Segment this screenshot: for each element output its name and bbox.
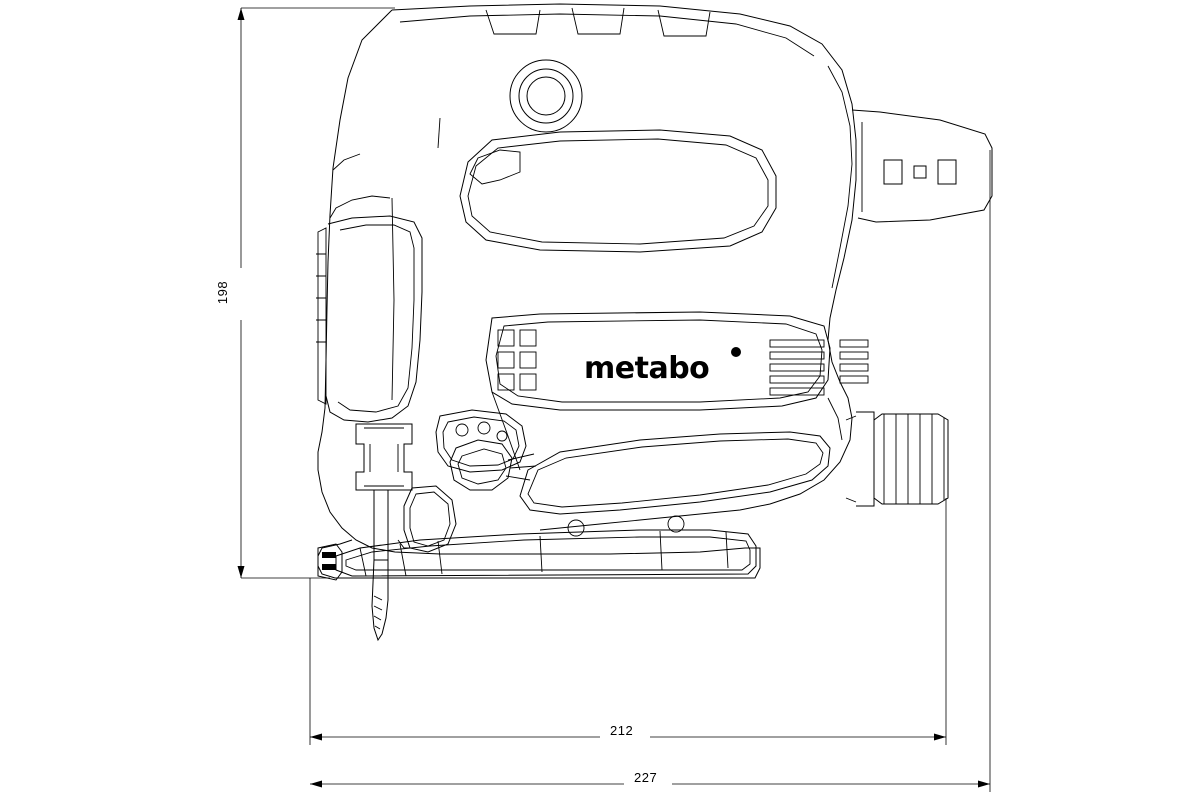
boot-slot-1 xyxy=(884,160,902,184)
hub-outer xyxy=(510,60,582,132)
dimension-label-width-inner: 212 xyxy=(610,723,634,738)
guide-arm xyxy=(404,486,456,552)
brand-dot xyxy=(731,347,741,357)
boot-slot-2 xyxy=(914,166,926,178)
dimension-label-width-outer: 227 xyxy=(634,770,658,785)
logo-panel-grille xyxy=(498,330,536,390)
vent-slot-3 xyxy=(658,10,710,36)
handle-recess xyxy=(460,130,776,252)
dimension-arrowheads xyxy=(238,8,991,788)
hub-inner xyxy=(527,77,565,115)
cable-sleeve xyxy=(874,414,948,504)
vent-slot-1 xyxy=(486,10,540,34)
right-vent-fins xyxy=(770,340,868,395)
selector-knob xyxy=(450,440,512,490)
brand-wordmark: metabo xyxy=(584,351,710,386)
vent-slot-2 xyxy=(572,8,624,34)
blade-chuck xyxy=(356,424,412,490)
dimension-lines xyxy=(241,8,990,792)
saw-blade xyxy=(372,560,388,640)
dimension-label-height: 198 xyxy=(215,280,231,305)
front-bracket xyxy=(326,216,422,422)
base-screw xyxy=(568,520,584,536)
cable-sleeve-ribs xyxy=(884,414,944,504)
boot-slot-3 xyxy=(938,160,956,184)
